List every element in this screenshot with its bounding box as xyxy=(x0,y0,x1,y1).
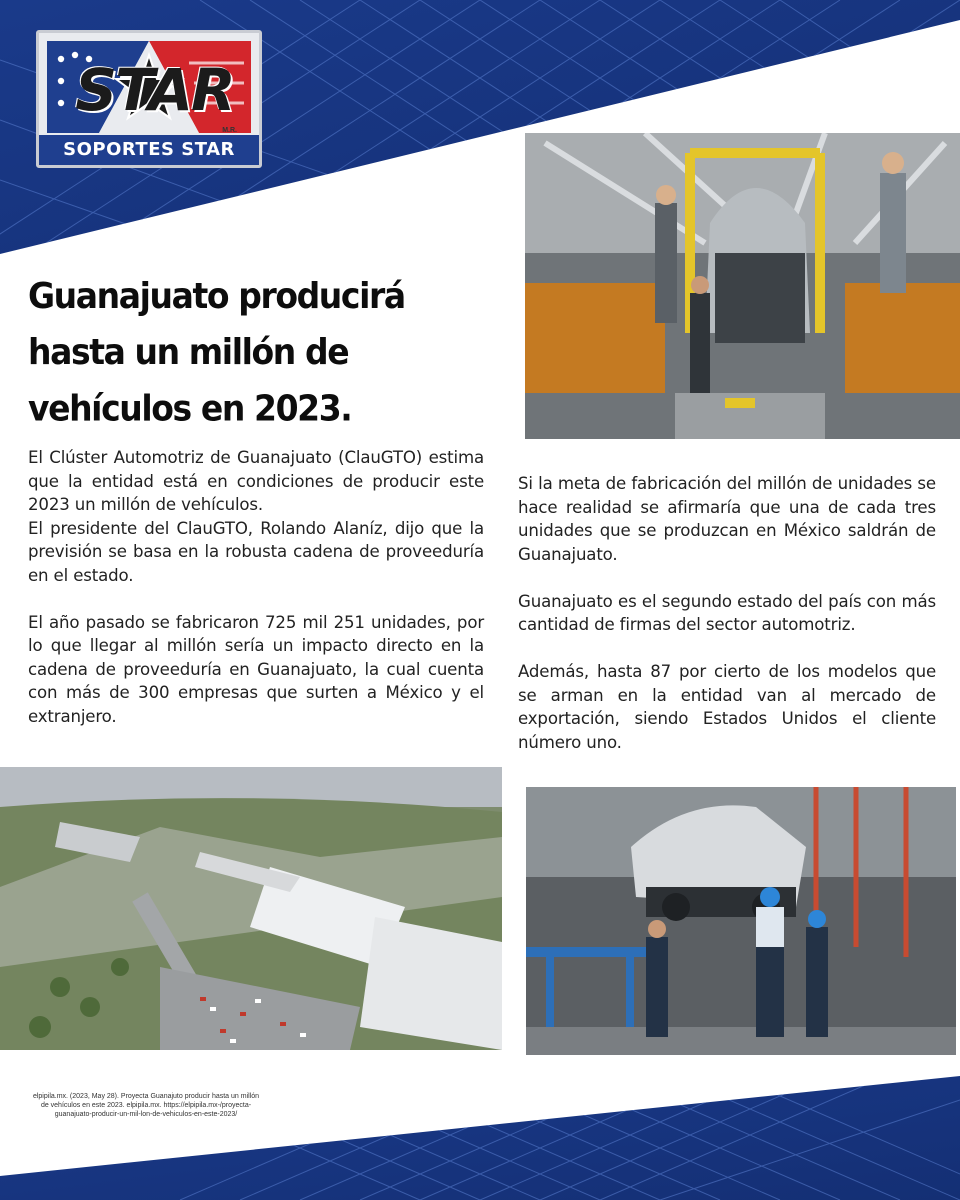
paragraph-cluster-estimate: El Clúster Automotriz de Guanajuato (ClauGTO) estima que la entidad está en condiciones de producir este 2023 un millón de vehículos. El presidente del ClauGTO, Rolando Alaníz, dijo que la previsión se basa en la robusta cadena de proveeduría en el estado. xyxy=(28,448,484,585)
right-column-text xyxy=(518,472,936,754)
industrial-park-aerial-photo xyxy=(0,767,502,1050)
workers-assembly-line-photo xyxy=(526,787,956,1055)
car-assembly-line-photo xyxy=(525,133,960,439)
source-citation: elpipila.mx. (2023, May 28). Proyecta Guanajuto producir hasta un millón de vehículos en este 2023. elpipila.mx. https://elpipila.mx-/proyecta-guanajuato-producir-un-mil-lon-de-vehiculos-en-este-2023/ xyxy=(32,1093,260,1118)
paragraph-last-year: El año pasado se fabricaron 725 mil 251 unidades, por lo que llegar al millón sería un impacto directo en la cadena de proveeduría en Guanajuato, la cual cuenta con más de 300 empresas que surten a México y el extranjero. xyxy=(28,612,484,726)
article-headline: Guanajuato producirá hasta un millón de vehículos en 2023. xyxy=(28,274,405,429)
left-column-text xyxy=(28,446,484,728)
paragraph-export: Además, hasta 87 por cierto de los modelos que se arman en la entidad van al mercado de exportación, siendo Estados Unidos el cliente número uno. xyxy=(518,662,936,752)
paragraph-second-state: Guanajuato es el segundo estado del país con más cantidad de firmas del sector automotriz. xyxy=(518,591,936,634)
soportes-star-logo[interactable] xyxy=(36,30,262,168)
paragraph-one-in-three: Si la meta de fabricación del millón de unidades se hace realidad se afirmaría que una de cada tres unidades que se produzcan en México saldrán de Guanajuato. xyxy=(518,474,936,564)
logo-caption: SOPORTES STAR xyxy=(39,135,259,165)
logo-wordmark: STAR xyxy=(75,56,234,124)
logo-registered-mark: M.R. xyxy=(222,127,237,134)
